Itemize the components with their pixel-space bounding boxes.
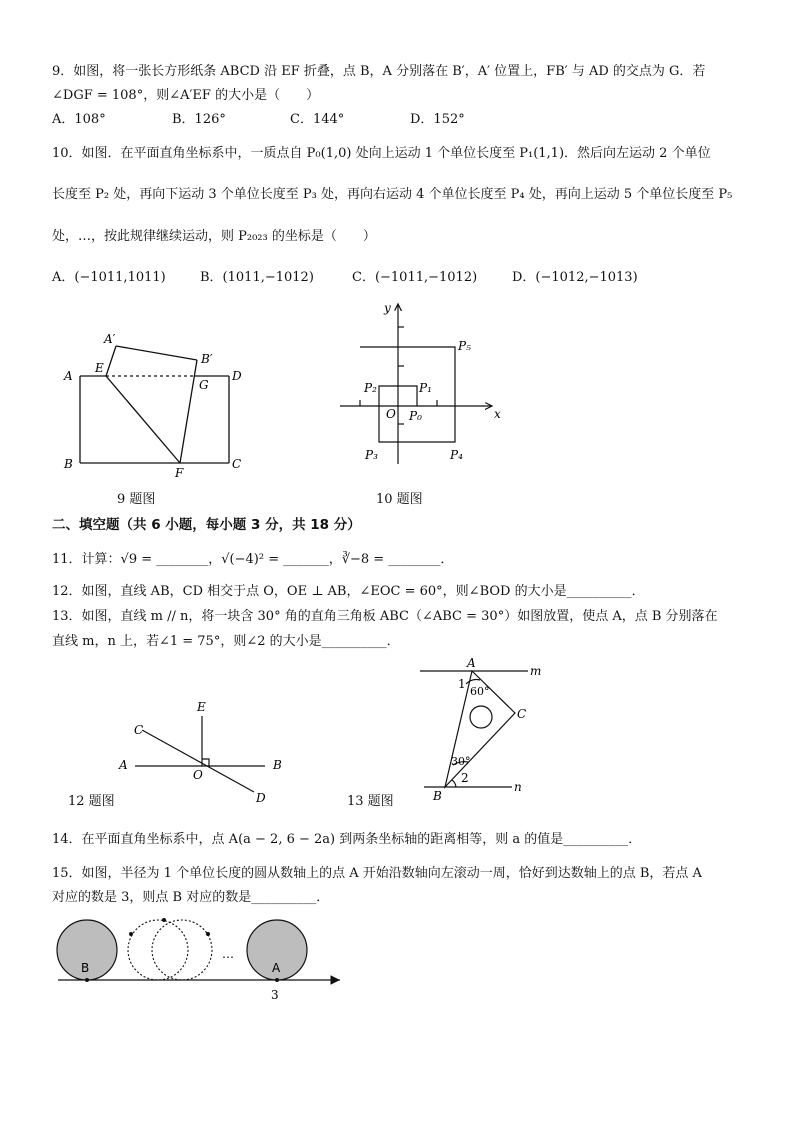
q13-label-c: C xyxy=(517,707,527,721)
q10-option-d: D．(−1012,−1013) xyxy=(512,270,638,285)
q9-option-a: A．108° xyxy=(52,112,106,127)
q13-angle-60: 60° xyxy=(470,685,490,698)
q13-label-m: m xyxy=(530,664,542,678)
q12-label-e: E xyxy=(197,700,206,714)
q9-option-c: C．144° xyxy=(290,112,345,127)
q9-label-b: B xyxy=(64,457,73,471)
q12-label-a: A xyxy=(119,758,128,772)
q13-label-a: A xyxy=(467,656,476,670)
q10-label-y: y xyxy=(384,301,391,315)
q10-label-x: x xyxy=(494,407,501,421)
q10-label-p0: P₀ xyxy=(409,409,422,423)
q12-text: 12．如图，直线 AB，CD 相交于点 O，OE ⊥ AB，∠EOC = 60°，则∠BOD 的大小是__________． xyxy=(52,584,645,599)
q10-label-origin: O xyxy=(386,407,396,421)
section-title: 二、填空题（共 6 小题，每小题 3 分，共 18 分） xyxy=(52,517,361,533)
q9-option-d: D．152° xyxy=(410,112,465,127)
q9-label-d: D xyxy=(232,369,242,383)
q13-angle-1: 1 xyxy=(458,677,466,691)
q13-angle-2: 2 xyxy=(461,771,469,785)
q15-line1: 15．如图，半径为 1 个单位长度的圆从数轴上的点 A 开始沿数轴向左滚动一周，恰好到达数轴上的点 B，若点 A xyxy=(52,866,702,881)
q15-line2: 对应的数是 3，则点 B 对应的数是__________． xyxy=(52,890,330,905)
q10-option-b: B．(1011,−1012) xyxy=(200,270,314,285)
q10-label-p3: P₃ xyxy=(365,448,378,462)
q13-line2: 直线 m，n 上，若∠1 = 75°，则∠2 的大小是__________． xyxy=(52,634,400,649)
q9-label-a-prime: A′ xyxy=(104,332,116,346)
q10-label-p4: P₄ xyxy=(450,448,463,462)
q13-label-n: n xyxy=(514,780,522,794)
q10-label-p2: P₂ xyxy=(364,381,377,395)
q12-label-b: B xyxy=(273,758,282,772)
q12-label-d: D xyxy=(256,791,266,805)
q12-label-o: O xyxy=(193,768,203,782)
q10-label-p1: P₁ xyxy=(419,381,432,395)
q9-label-b-prime: B′ xyxy=(201,352,213,366)
q9-option-b: B．126° xyxy=(172,112,226,127)
q10-line1: 10．如图．在平面直角坐标系中，一质点自 P₀(1,0) 处向上运动 1 个单位长度至 P₁(1,1)．然后向左运动 2 个单位 xyxy=(52,146,711,161)
q13-line1: 13．如图，直线 m // n，将一块含 30° 角的直角三角板 ABC（∠ABC = 30°）如图放置，使点 A，点 B 分别落在 xyxy=(52,609,718,624)
q9-label-a: A xyxy=(64,369,73,383)
q9-label-c: C xyxy=(232,457,242,471)
q15-label-three: 3 xyxy=(271,988,279,1002)
q10-label-p5: P₅ xyxy=(458,339,471,353)
q15-label-a: A xyxy=(272,961,281,975)
q10-caption: 10 题图 xyxy=(376,492,423,507)
q10-line3: 处，…，按此规律继续运动，则 P₂₀₂₃ 的坐标是（ ） xyxy=(52,229,376,244)
q9-label-f: F xyxy=(175,466,184,480)
q12-caption: 12 题图 xyxy=(68,794,115,809)
q10-option-a: A．(−1011,1011) xyxy=(52,270,166,285)
q15-ellipsis: … xyxy=(222,947,234,961)
q13-label-b: B xyxy=(433,789,442,803)
q9-caption: 9 题图 xyxy=(117,492,156,507)
q9-label-g: G xyxy=(199,378,209,392)
q13-caption: 13 题图 xyxy=(347,794,394,809)
q9-line1: 9．如图，将一张长方形纸条 ABCD 沿 EF 折叠，点 B，A 分别落在 B′，A′ 位置上，FB′ 与 AD 的交点为 G．若 xyxy=(52,64,706,79)
q13-angle-30: 30° xyxy=(451,755,471,768)
q10-option-c: C．(−1011,−1012) xyxy=(352,270,478,285)
q9-label-e: E xyxy=(95,361,104,375)
q14-text: 14．在平面直角坐标系中，点 A(a − 2, 6 − 2a) 到两条坐标轴的距离相等，则 a 的值是__________． xyxy=(52,832,642,847)
q12-label-c: C xyxy=(134,723,144,737)
q11-text: 11．计算：√9 = ________，√(−4)² = _______，∛−8 = ________． xyxy=(52,552,454,567)
q15-label-b: B xyxy=(81,961,90,975)
q9-line2: ∠DGF = 108°，则∠A′EF 的大小是（ ） xyxy=(52,88,320,103)
q10-line2: 长度至 P₂ 处，再向下运动 3 个单位长度至 P₃ 处，再向右运动 4 个单位长度至 P₄ 处，再向上运动 5 个单位长度至 P₅ xyxy=(52,187,733,202)
